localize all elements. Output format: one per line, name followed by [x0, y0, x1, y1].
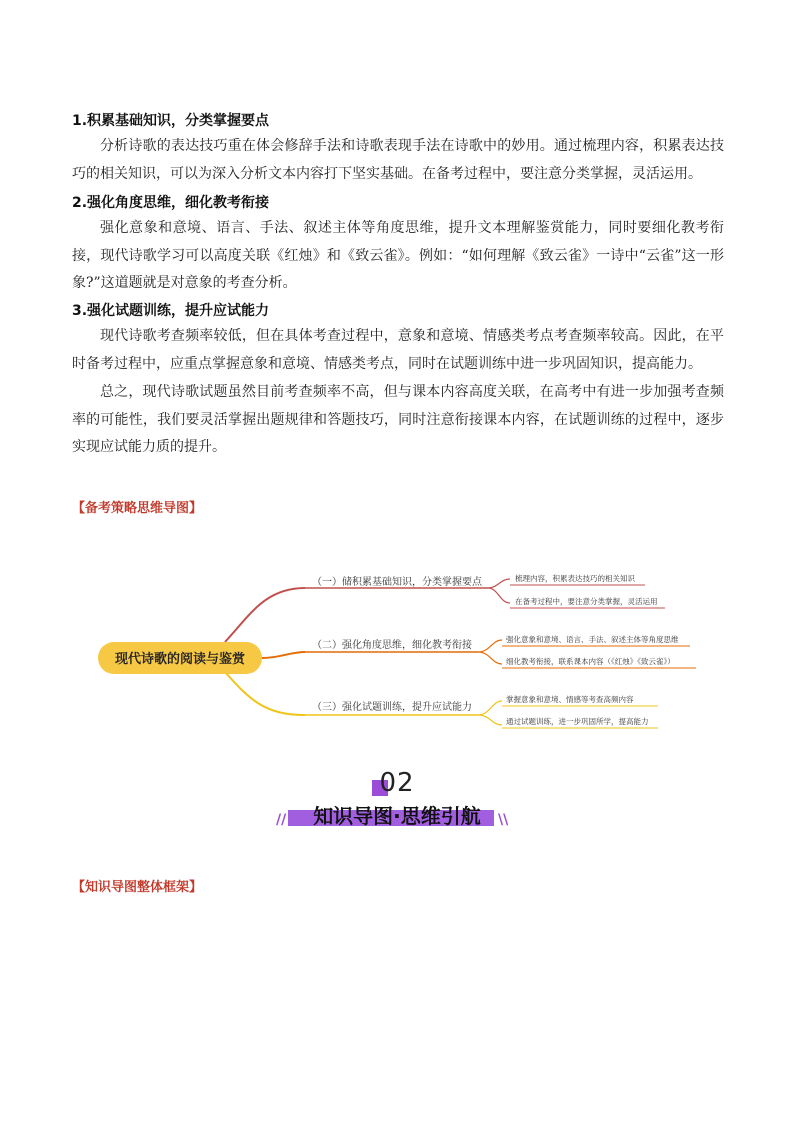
- section-1-paragraph: 分析诗歌的表达技巧重在体会修辞手法和诗歌表现手法在诗歌中的妙用。通过梳理内容，积累表达技巧的相关知识，可以为深入分析文本内容打下坚实基础。在备考过程中，要注意分类掌握，灵活运用。: [72, 138, 724, 182]
- section-heading-2: 2.强化角度思维，细化教考衔接: [72, 195, 270, 211]
- leaf-2-1: 强化意象和意境、语言、手法、叙述主体等角度思维: [506, 635, 679, 644]
- branch-label-1: （一）储积累基础知识，分类掌握要点: [312, 577, 482, 588]
- leaf-2-2: 细化教考衔接，联系课本内容（《红烛》《致云雀》）: [506, 657, 675, 666]
- section-heading-1: 1.积累基础知识，分类掌握要点: [72, 113, 270, 129]
- section-heading-3: 3.强化试题训练，提升应试能力: [72, 303, 270, 319]
- leaf-1-1: 梳理内容，积累表达技巧的相关知识: [515, 574, 635, 583]
- section-number: 02: [379, 768, 415, 798]
- section-3-paragraph-1: 现代诗歌考查频率较低，但在具体考查过程中，意象和意境、情感类考点考查频率较高。因此，在平时备考过程中，应重点掌握意象和意境、情感类考点，同时在试题训练中进一步巩固知识，提高能力。: [72, 328, 724, 372]
- section-title: 知识导图·思维引航: [313, 804, 481, 828]
- branch-label-2: （二）强化角度思维，细化教考衔接: [312, 640, 472, 651]
- leaf-3-2: 通过试题训练，进一步巩固所学，提高能力: [506, 717, 649, 726]
- right-slash-decoration: \\: [498, 812, 509, 828]
- branch-label-3: （三）强化试题训练，提升应试能力: [312, 702, 472, 713]
- leaf-1-2: 在备考过程中，要注意分类掌握，灵活运用: [515, 597, 658, 606]
- branch-connector-1: [225, 588, 305, 642]
- branch-connector-3: [225, 672, 305, 715]
- branch-connector-2: [262, 652, 305, 658]
- mindmap-title: 【备考策略思维导图】: [72, 501, 203, 516]
- mindmap-root-label: 现代诗歌的阅读与鉴赏: [114, 652, 246, 667]
- section-3-paragraph-2: 总之，现代诗歌试题虽然目前考查频率不高，但与课本内容高度关联，在高考中有进一步加强考查频率的可能性，我们要灵活掌握出题规律和答题技巧，同时注意衔接课本内容，在试题训练的过程中，逐步实现应试能力质的提升。: [72, 384, 724, 455]
- mindmap-diagram: [0, 560, 794, 740]
- framework-title: 【知识导图整体框架】: [72, 880, 203, 895]
- leaf-3-1: 掌握意象和意境、情感等考查高频内容: [506, 695, 634, 704]
- section-2-paragraph: 强化意象和意境、语言、手法、叙述主体等角度思维，提升文本理解鉴赏能力，同时要细化教考衔接，现代诗歌学习可以高度关联《红烛》和《致云雀》。例如：“如何理解《致云雀》一诗中“云雀”这一形象?”这道题就是对意象的考查分析。: [72, 220, 724, 291]
- left-slash-decoration: //: [276, 812, 287, 828]
